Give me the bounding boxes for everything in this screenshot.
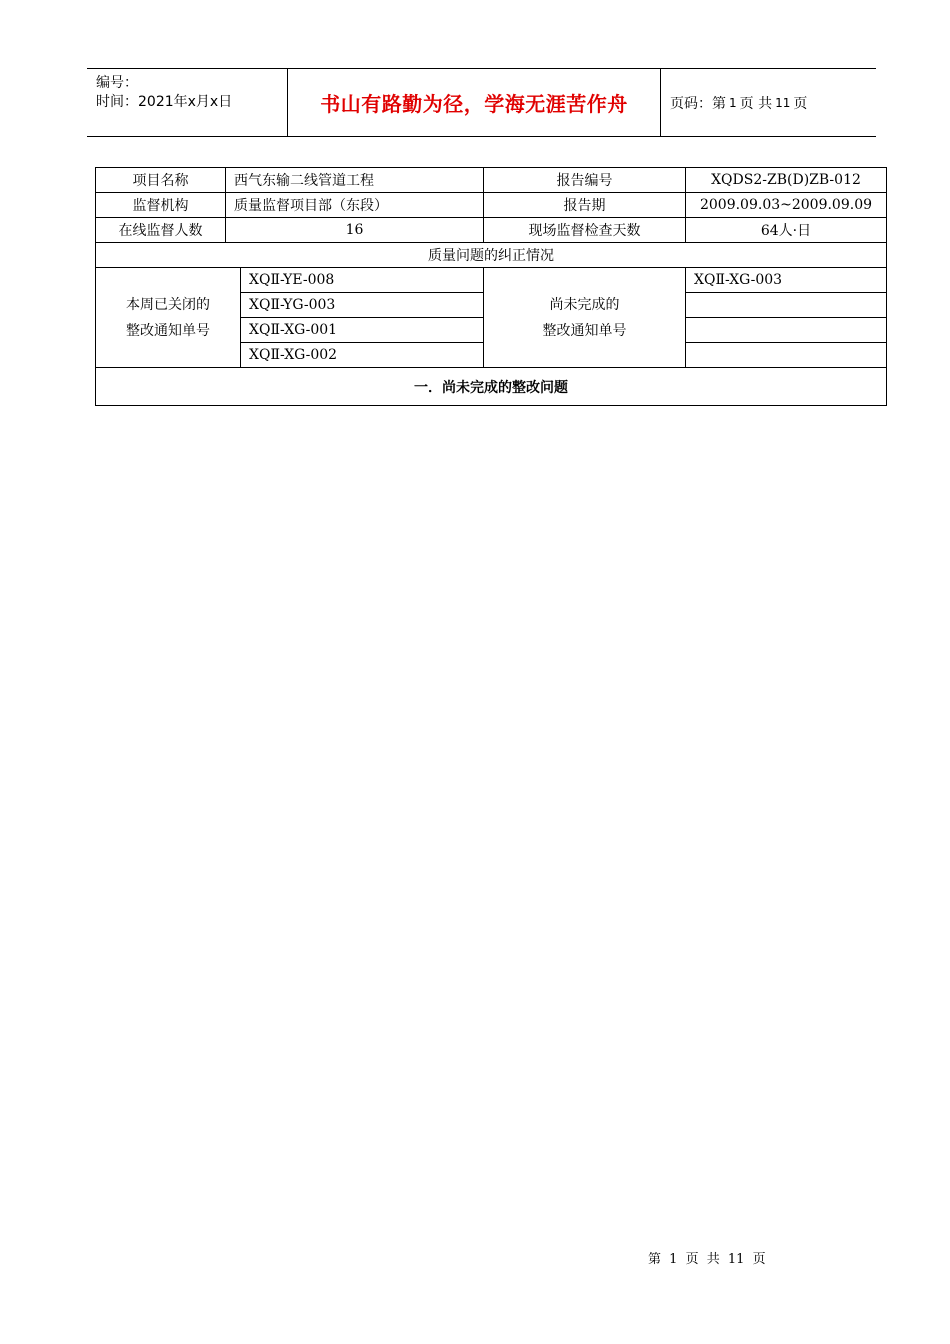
table-row	[96, 218, 887, 243]
closed-notice-item: XQⅡ-YG-003	[241, 293, 484, 318]
open-notice-item	[686, 293, 887, 318]
closed-notice-item: XQⅡ-XG-002	[241, 343, 484, 368]
page-total: 11	[775, 95, 791, 110]
open-notices-label	[484, 268, 686, 368]
open-notice-item	[686, 343, 887, 368]
table-row	[96, 193, 887, 218]
time-line: 时间：2021年x月x日	[96, 94, 233, 110]
project-name-label: 项目名称	[96, 168, 226, 193]
footer-text-4: 页	[752, 1252, 766, 1267]
section-title: 质量问题的纠正情况	[96, 243, 887, 268]
page-current: 1	[729, 95, 737, 110]
table-row	[96, 268, 887, 293]
footer-total: 11	[727, 1252, 745, 1267]
page-prefix: 页码：第	[670, 95, 726, 112]
report-period-label: 报告期	[484, 193, 686, 218]
page-suffix: 页	[793, 95, 808, 112]
closed-notice-item: XQⅡ-XG-001	[241, 318, 484, 343]
footer-page: 1	[669, 1252, 678, 1267]
report-table	[95, 167, 887, 406]
closed-label-line2: 整改通知单号	[126, 322, 210, 339]
open-notice-item: XQⅡ-XG-003	[686, 268, 887, 293]
number-label: 编号：	[96, 75, 138, 91]
report-number-value: XQDS2-ZB(D)ZB-012	[686, 168, 887, 193]
inspection-days-label: 现场监督检查天数	[484, 218, 686, 243]
page-header	[87, 68, 876, 137]
header-slogan: 书山有路勤为径，学海无涯苦作舟	[288, 69, 661, 136]
table-row	[96, 368, 887, 406]
agency-value: 质量监督项目部（东段）	[226, 193, 484, 218]
header-page-info	[661, 69, 876, 136]
footer-text-2: 页	[685, 1252, 699, 1267]
report-number-label: 报告编号	[484, 168, 686, 193]
project-name-value: 西气东输二线管道工程	[226, 168, 484, 193]
open-notice-item	[686, 318, 887, 343]
agency-label: 监督机构	[96, 193, 226, 218]
closed-notice-item: XQⅡ-YE-008	[241, 268, 484, 293]
staff-count-label: 在线监督人数	[96, 218, 226, 243]
outstanding-issues-heading: 一．尚未完成的整改问题	[96, 368, 887, 406]
closed-label-line1: 本周已关闭的	[126, 296, 210, 313]
table-row	[96, 168, 887, 193]
page-mid: 页 共	[739, 95, 773, 112]
footer-text-1: 第	[648, 1252, 662, 1267]
header-meta-cell	[87, 69, 288, 136]
page-footer	[648, 1248, 770, 1267]
open-label-line2: 整改通知单号	[542, 322, 627, 339]
report-period-value: 2009.09.03~2009.09.09	[686, 193, 887, 218]
open-label-line1: 尚未完成的	[549, 296, 620, 313]
table-row	[96, 243, 887, 268]
footer-text-3: 共	[706, 1252, 720, 1267]
inspection-days-value: 64人·日	[686, 218, 887, 243]
staff-count-value: 16	[226, 218, 484, 243]
closed-notices-label	[96, 268, 241, 368]
